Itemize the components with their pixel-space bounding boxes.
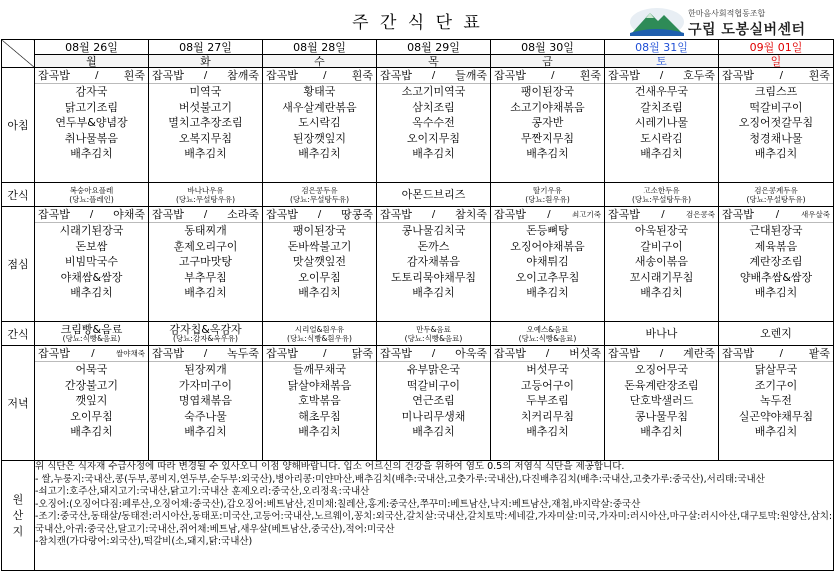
porridge-label: 흰죽 — [123, 69, 145, 82]
dish-item: 팽이된장국 — [520, 85, 575, 98]
snack-cell — [263, 183, 377, 207]
rice-porridge-line — [35, 207, 148, 223]
rice-porridge-line — [605, 68, 718, 84]
rice-porridge-line — [605, 346, 718, 362]
dish-item: 시레기나물 — [634, 116, 689, 129]
meal-label-snack2: 간식 — [2, 322, 35, 346]
rice-label: 잡곡밥 — [38, 208, 70, 221]
rice-porridge-line — [263, 68, 376, 84]
corner-cell — [2, 40, 35, 68]
dish-item: 오이무침 — [298, 270, 341, 284]
rice-label: 잡곡밥 — [494, 69, 526, 82]
dish-item: 오징어무국 — [634, 363, 689, 376]
dish-item: 돈까스 — [417, 239, 450, 253]
dish-item: 간장불고기 — [64, 378, 119, 392]
porridge-label: 쌀야채죽 — [116, 349, 145, 358]
dish-item: 도시락김 — [640, 131, 683, 145]
rice-label: 잡곡밥 — [608, 347, 640, 360]
origin-row — [2, 461, 834, 571]
center-logo — [628, 5, 833, 37]
slash-divider: / — [323, 70, 327, 81]
dish-item: 꼬시래기무침 — [629, 270, 694, 284]
meal-cell — [35, 207, 149, 322]
porridge-label: 검은콩죽 — [686, 210, 715, 219]
meal-label-lunch: 점심 — [2, 207, 35, 322]
day-cell: 월 — [35, 55, 149, 68]
meal-label-breakfast: 아침 — [2, 68, 35, 183]
meal-cell — [491, 207, 605, 322]
slash-divider: / — [551, 70, 555, 81]
rice-porridge-line — [377, 68, 490, 84]
dish-item: 닭살무국 — [754, 363, 798, 376]
snack-item: 크림빵&음료 — [60, 322, 123, 336]
porridge-label: 아욱죽 — [455, 347, 487, 360]
dish-item: 닭고기조림 — [64, 100, 119, 114]
porridge-label: 팥죽 — [808, 347, 830, 360]
rice-porridge-line — [263, 207, 376, 223]
date-header-row — [2, 40, 834, 55]
porridge-label: 닭죽 — [351, 347, 373, 360]
dish-item: 야채튀김 — [526, 255, 569, 268]
snack-diabetic-note: (당뇨:무설탕두유) — [631, 194, 692, 204]
porridge-label: 계란죽 — [683, 347, 715, 360]
dish-item: 아욱된장국 — [634, 224, 689, 237]
dish-item: 배추김치 — [184, 286, 227, 299]
dish-item: 떡갈비구이 — [406, 378, 461, 392]
slash-divider: / — [659, 348, 664, 359]
rice-label: 잡곡밥 — [494, 208, 526, 221]
dish-item: 돈육계란장조림 — [624, 378, 699, 392]
meal-cell — [719, 207, 834, 322]
day-cell: 수 — [263, 55, 377, 68]
porridge-label: 녹두죽 — [227, 347, 259, 360]
dish-item: 버섯무국 — [526, 363, 569, 376]
porridge-label: 흰죽 — [351, 69, 373, 82]
date-cell: 08월 28일 — [263, 40, 377, 55]
rice-label: 잡곡밥 — [722, 69, 754, 82]
dish-item: 들깨무채국 — [292, 363, 347, 376]
snack-item: 바나나우유 — [187, 185, 224, 195]
dish-item: 비빔막국수 — [64, 255, 119, 268]
weekly-menu-table — [1, 39, 834, 571]
dish-item: 배추김치 — [754, 286, 798, 299]
day-cell-sunday: 일 — [719, 55, 834, 68]
lunch-row — [2, 207, 834, 322]
rice-label: 잡곡밥 — [152, 347, 184, 360]
dish-item: 오이무침 — [70, 409, 113, 423]
dish-item: 감자국 — [75, 85, 108, 98]
dish-item: 청경채나물 — [749, 131, 803, 145]
dish-item: 배추김치 — [640, 425, 683, 438]
snack-cell — [35, 183, 149, 207]
porridge-label: 참치죽 — [455, 208, 487, 221]
meal-label-snack1: 간식 — [2, 183, 35, 207]
porridge-label: 흰죽 — [579, 69, 601, 82]
dish-item: 오징어젓갈무침 — [738, 116, 814, 129]
snack-cell — [377, 322, 491, 346]
dish-item: 옥수수전 — [412, 116, 455, 129]
dish-item: 팽이된장국 — [292, 224, 347, 237]
dish-item: 숙주나물 — [184, 409, 227, 423]
dish-item: 오복지무침 — [178, 131, 233, 145]
snack-cell — [719, 322, 834, 346]
slash-divider: / — [775, 209, 780, 220]
dish-item: 무짠지무침 — [520, 131, 575, 145]
slash-divider: / — [779, 348, 783, 359]
dish-item: 떡갈비구이 — [749, 100, 803, 114]
dish-item: 건새우무국 — [634, 85, 689, 98]
date-cell: 08월 27일 — [149, 40, 263, 55]
dish-item: 콩자반 — [531, 116, 564, 129]
dish-item: 배추김치 — [526, 286, 569, 299]
meal-cell — [605, 68, 719, 183]
notice-line: 위 식단은 식자재 수급사정에 따라 변경될 수 있사오니 이점 양해바랍니다. 입소 어르신의 건강을 위하여 염도 0.5의 저염식 식단을 제공합니다. — [35, 461, 625, 472]
dish-item: 오이지무침 — [406, 131, 461, 145]
slash-divider: / — [203, 209, 208, 220]
date-cell-saturday: 08월 31일 — [605, 40, 719, 55]
snack-item: 아몬드브리즈 — [401, 188, 466, 201]
slash-divider: / — [95, 70, 99, 81]
snack-item: 시리얼&흰우유 — [294, 324, 345, 334]
dish-item: 부추무침 — [184, 270, 227, 284]
day-cell: 목 — [377, 55, 491, 68]
dish-item: 미역국 — [189, 85, 222, 98]
snack-item: 복숭아요플레 — [69, 185, 114, 195]
snack-item: 검은콩계두유 — [754, 185, 798, 195]
slash-divider: / — [91, 348, 95, 359]
dish-item: 버섯불고기 — [178, 100, 233, 114]
porridge-label: 참깨죽 — [227, 69, 259, 82]
dish-item: 조기구이 — [754, 378, 798, 392]
dish-item: 호박볶음 — [298, 394, 341, 407]
snack-cell — [605, 183, 719, 207]
dish-item: 도토리묵야채무침 — [390, 270, 476, 284]
dish-item: 새우살계란볶음 — [282, 100, 357, 114]
snack-item: 감자칩&옥감자 — [169, 322, 242, 336]
snack-cell — [491, 183, 605, 207]
porridge-label: 야채죽 — [113, 208, 145, 221]
porridge-label: 쇠고기죽 — [572, 210, 601, 219]
dish-item: 배추김치 — [298, 286, 341, 299]
dish-item: 멸치고추장조림 — [168, 116, 243, 129]
snack-diabetic-note: (당뇨:흰우유) — [525, 194, 570, 204]
dish-item: 양배추쌈&쌈장 — [739, 270, 813, 284]
snack2-row — [2, 322, 834, 346]
dish-item: 시래기된장국 — [59, 224, 124, 237]
dish-item: 크림스프 — [754, 85, 798, 98]
snack-diabetic-note: (당뇨:식빵&흰우유) — [287, 333, 352, 343]
snack-cell — [491, 322, 605, 346]
snack-diabetic-note: (당뇨:식빵&음료) — [404, 333, 463, 343]
meal-cell — [377, 68, 491, 183]
mountain-logo-icon — [628, 5, 686, 37]
dish-item: 황태국 — [303, 85, 336, 98]
rice-label: 잡곡밥 — [266, 347, 298, 360]
rice-porridge-line — [719, 207, 833, 223]
dish-item: 배추김치 — [70, 425, 113, 438]
snack-item: 오예스&음료 — [526, 324, 569, 334]
dish-item: 배추김치 — [298, 147, 341, 160]
dish-item: 닭살야채볶음 — [287, 378, 352, 392]
dish-item: 배추김치 — [298, 425, 341, 438]
dish-item: 계란장조림 — [749, 255, 803, 268]
meal-cell — [35, 346, 149, 461]
porridge-label: 땅콩죽 — [341, 208, 373, 221]
meal-cell — [605, 346, 719, 461]
slash-divider: / — [323, 348, 327, 359]
slash-divider: / — [431, 209, 436, 220]
porridge-label: 흰죽 — [808, 69, 830, 82]
rice-label: 잡곡밥 — [38, 347, 70, 360]
dish-item: 새송이볶음 — [634, 255, 689, 268]
origin-notes — [35, 461, 834, 571]
rice-label: 잡곡밥 — [722, 208, 754, 221]
rice-porridge-line — [35, 68, 148, 84]
slash-divider: / — [431, 70, 436, 81]
dish-item: 배추김치 — [412, 286, 455, 299]
snack-item: 바나나 — [645, 327, 678, 340]
dish-item: 해초무침 — [298, 409, 341, 423]
snack-diabetic-note: (당뇨:감자&옥우유) — [173, 333, 238, 343]
origin-line: -참치캔(가다랑어:외국산),떡갈비(소,돼지,닭:국내산) — [35, 536, 253, 547]
dish-item: 연두부&양념장 — [55, 116, 128, 129]
dish-item: 가자미구이 — [178, 378, 233, 392]
rice-porridge-line — [491, 346, 604, 362]
rice-porridge-line — [149, 68, 262, 84]
meal-cell — [491, 346, 605, 461]
dish-item: 콩나물무침 — [634, 409, 689, 423]
dish-item: 배추김치 — [526, 425, 569, 438]
date-cell-sunday: 09월 01일 — [719, 40, 834, 55]
snack-item: 만두&음료 — [416, 324, 451, 334]
dish-item: 돈바싹불고기 — [287, 239, 352, 253]
dish-item: 배추김치 — [640, 147, 683, 160]
rice-porridge-line — [719, 346, 833, 362]
rice-label: 잡곡밥 — [266, 208, 298, 221]
page-title: 주 간 식 단 표 — [352, 13, 483, 33]
rice-label: 잡곡밥 — [152, 69, 184, 82]
porridge-label: 버섯죽 — [569, 347, 601, 360]
meal-label-origin — [2, 461, 35, 571]
rice-porridge-line — [719, 68, 833, 84]
meal-cell — [149, 207, 263, 322]
meal-cell — [263, 346, 377, 461]
rice-porridge-line — [491, 68, 604, 84]
meal-cell — [263, 68, 377, 183]
dish-item: 고구마맛탕 — [178, 255, 233, 268]
porridge-label: 호두죽 — [683, 69, 715, 82]
day-header-row — [2, 55, 834, 68]
day-cell: 금 — [491, 55, 605, 68]
rice-porridge-line — [605, 207, 718, 223]
rice-label: 잡곡밥 — [722, 347, 754, 360]
dish-item: 동태찌개 — [184, 224, 227, 237]
dish-item: 배추김치 — [754, 147, 798, 160]
snack-diabetic-note: (당뇨:무설탕우유) — [175, 194, 236, 204]
meal-cell — [605, 207, 719, 322]
origin-label-text: 원 산 지 — [12, 492, 24, 538]
snack-item: 검은콩두유 — [301, 185, 338, 195]
dish-item: 녹두전 — [760, 394, 792, 407]
snack-diabetic-note: (당뇨:무설탕두유) — [289, 194, 350, 204]
snack-cell — [719, 183, 834, 207]
snack-item: 고소한두유 — [643, 185, 680, 195]
date-cell: 08월 29일 — [377, 40, 491, 55]
dish-item: 배추김치 — [526, 147, 569, 160]
dish-item: 제육볶음 — [754, 239, 798, 253]
slash-divider: / — [661, 209, 665, 220]
slash-divider: / — [779, 70, 783, 81]
snack-cell — [605, 322, 719, 346]
logo-name: 구립 도봉실버센터 — [688, 22, 806, 38]
dish-item: 훈제오리구이 — [173, 239, 238, 253]
snack-item: 딸기우유 — [533, 185, 562, 195]
dinner-row — [2, 346, 834, 461]
dish-item: 치커리무침 — [520, 409, 575, 423]
porridge-label: 들깨죽 — [455, 69, 487, 82]
dish-item: 된장찌개 — [184, 363, 227, 376]
porridge-label: 새우살죽 — [801, 210, 830, 219]
slash-divider: / — [545, 348, 550, 359]
rice-label: 잡곡밥 — [380, 69, 412, 82]
meal-label-dinner: 저녁 — [2, 346, 35, 461]
rice-label: 잡곡밥 — [152, 208, 184, 221]
rice-label: 잡곡밥 — [380, 208, 412, 221]
snack-cell — [377, 183, 491, 207]
rice-porridge-line — [491, 207, 604, 223]
snack-cell — [149, 183, 263, 207]
meal-cell — [149, 346, 263, 461]
snack-item: 오렌지 — [760, 327, 792, 340]
meal-cell — [491, 68, 605, 183]
dish-item: 맛살깻잎전 — [292, 255, 347, 268]
origin-line: -조기:중국산,동태살/동태전:러시아산,동태포:미국산,고등어:국내산,노르웨이,꽁치:외국산,갈치살:국내산,갈치토막:세네갈,가자미살:미국,가자미:러시아산,마구살:러시아산,대구토막:원양산,삼치:국내산,아귀:중국산,달고기:국내산,쥐어채:베트남,새우살(베트남산,중국산),적어:미국산 — [35, 511, 833, 535]
snack-cell — [263, 322, 377, 346]
dish-item: 단호박샐러드 — [629, 394, 694, 407]
snack-diabetic-note: (당뇨:식빵&음료) — [62, 333, 121, 343]
dish-item: 깻잎지 — [75, 394, 108, 407]
date-cell: 08월 30일 — [491, 40, 605, 55]
rice-porridge-line — [35, 346, 148, 362]
dish-item: 갈치조림 — [640, 100, 683, 114]
snack-cell — [149, 322, 263, 346]
dish-item: 미나리무생채 — [401, 409, 466, 423]
rice-label: 잡곡밥 — [608, 69, 640, 82]
porridge-label: 소라죽 — [227, 208, 259, 221]
slash-divider: / — [203, 70, 208, 81]
dish-item: 소고기야채볶음 — [510, 100, 585, 114]
slash-divider: / — [547, 209, 551, 220]
rice-label: 잡곡밥 — [38, 69, 70, 82]
rice-porridge-line — [149, 346, 262, 362]
dish-item: 배추김치 — [412, 147, 455, 160]
dish-item: 근대된장국 — [749, 224, 803, 237]
dish-item: 갈비구이 — [640, 239, 683, 253]
dish-item: 유부맑은국 — [406, 363, 461, 376]
snack-cell — [35, 322, 149, 346]
dish-item: 배추김치 — [412, 425, 455, 438]
dish-item: 두부조림 — [526, 394, 569, 407]
meal-cell — [719, 346, 834, 461]
dish-item: 배추김치 — [640, 286, 683, 299]
meal-cell — [377, 207, 491, 322]
dish-item: 고등어구이 — [520, 378, 575, 392]
origin-line: - 쌀,누룽지:국내산,콩(두부,콩비지,연두부,순두부:외국산),병아리콩:미얀마산,배추김치(배추:국내산,고춧가루:국내산),다진배추김치(배추:국내산,고춧가루:중국산),서리태:국내산 — [35, 473, 765, 485]
dish-item: 감자채볶음 — [406, 255, 461, 268]
dish-item: 오징어야채볶음 — [510, 239, 585, 253]
meal-cell — [719, 68, 834, 183]
rice-porridge-line — [377, 207, 490, 223]
rice-label: 잡곡밥 — [380, 347, 412, 360]
dish-item: 된장깻잎지 — [292, 131, 347, 145]
slash-divider: / — [659, 70, 664, 81]
rice-label: 잡곡밥 — [608, 208, 640, 221]
dish-item: 삼치조림 — [412, 100, 455, 114]
dish-item: 취나물볶음 — [64, 131, 119, 145]
meal-cell — [35, 68, 149, 183]
rice-label: 잡곡밥 — [494, 347, 526, 360]
dish-item: 돈등뼈탕 — [526, 224, 569, 237]
rice-porridge-line — [263, 346, 376, 362]
snack1-row — [2, 183, 834, 207]
dish-item: 배추김치 — [184, 425, 227, 438]
rice-porridge-line — [377, 346, 490, 362]
dish-item: 배추김치 — [70, 147, 113, 160]
dish-item: 콩나물김치국 — [401, 224, 466, 237]
rice-porridge-line — [149, 207, 262, 223]
snack-diabetic-note: (당뇨:플레인) — [69, 194, 114, 204]
date-cell: 08월 26일 — [35, 40, 149, 55]
snack-diabetic-note: (당뇨:무설탕두유) — [746, 194, 806, 204]
day-cell-saturday: 토 — [605, 55, 719, 68]
origin-line: -오징어:(오징어다짐:페루산,오징어채:중국산),갑오징어:베트남산,진미채:칠레산,홍게:중국산,쭈꾸미:베트남산,낙지:베트남산,재첩,바지락살:중국산 — [35, 498, 641, 510]
rice-label: 잡곡밥 — [266, 69, 298, 82]
breakfast-row — [2, 68, 834, 183]
dish-item: 도시락김 — [298, 116, 341, 129]
slash-divider: / — [317, 209, 322, 220]
dish-item: 배추김치 — [184, 147, 227, 160]
dish-item: 소고기미역국 — [401, 85, 466, 98]
slash-divider: / — [203, 348, 208, 359]
slash-divider: / — [431, 348, 436, 359]
day-cell: 화 — [149, 55, 263, 68]
logo-subtitle: 한마음사회적협동조합 — [688, 9, 766, 18]
dish-item: 배추김치 — [70, 286, 113, 299]
snack-diabetic-note: (당뇨:식빵&음료) — [518, 333, 577, 343]
meal-cell — [263, 207, 377, 322]
origin-line: -쇠고기:호주산,돼지고기:국내산,닭고기:국내산 훈제오리:중국산,오리정육:국내산 — [35, 486, 370, 497]
dish-item: 오이고추무침 — [515, 270, 580, 284]
dish-item: 야채쌈&쌈장 — [60, 270, 123, 284]
dish-item: 배추김치 — [754, 425, 798, 438]
dish-item: 명엽채볶음 — [178, 394, 233, 407]
dish-item: 연근조림 — [412, 394, 455, 407]
meal-cell — [149, 68, 263, 183]
slash-divider: / — [89, 209, 94, 220]
dish-item: 실곤약야채무침 — [738, 409, 814, 423]
dish-item: 돈보쌈 — [75, 239, 108, 253]
dish-item: 어묵국 — [75, 363, 108, 376]
meal-cell — [377, 346, 491, 461]
